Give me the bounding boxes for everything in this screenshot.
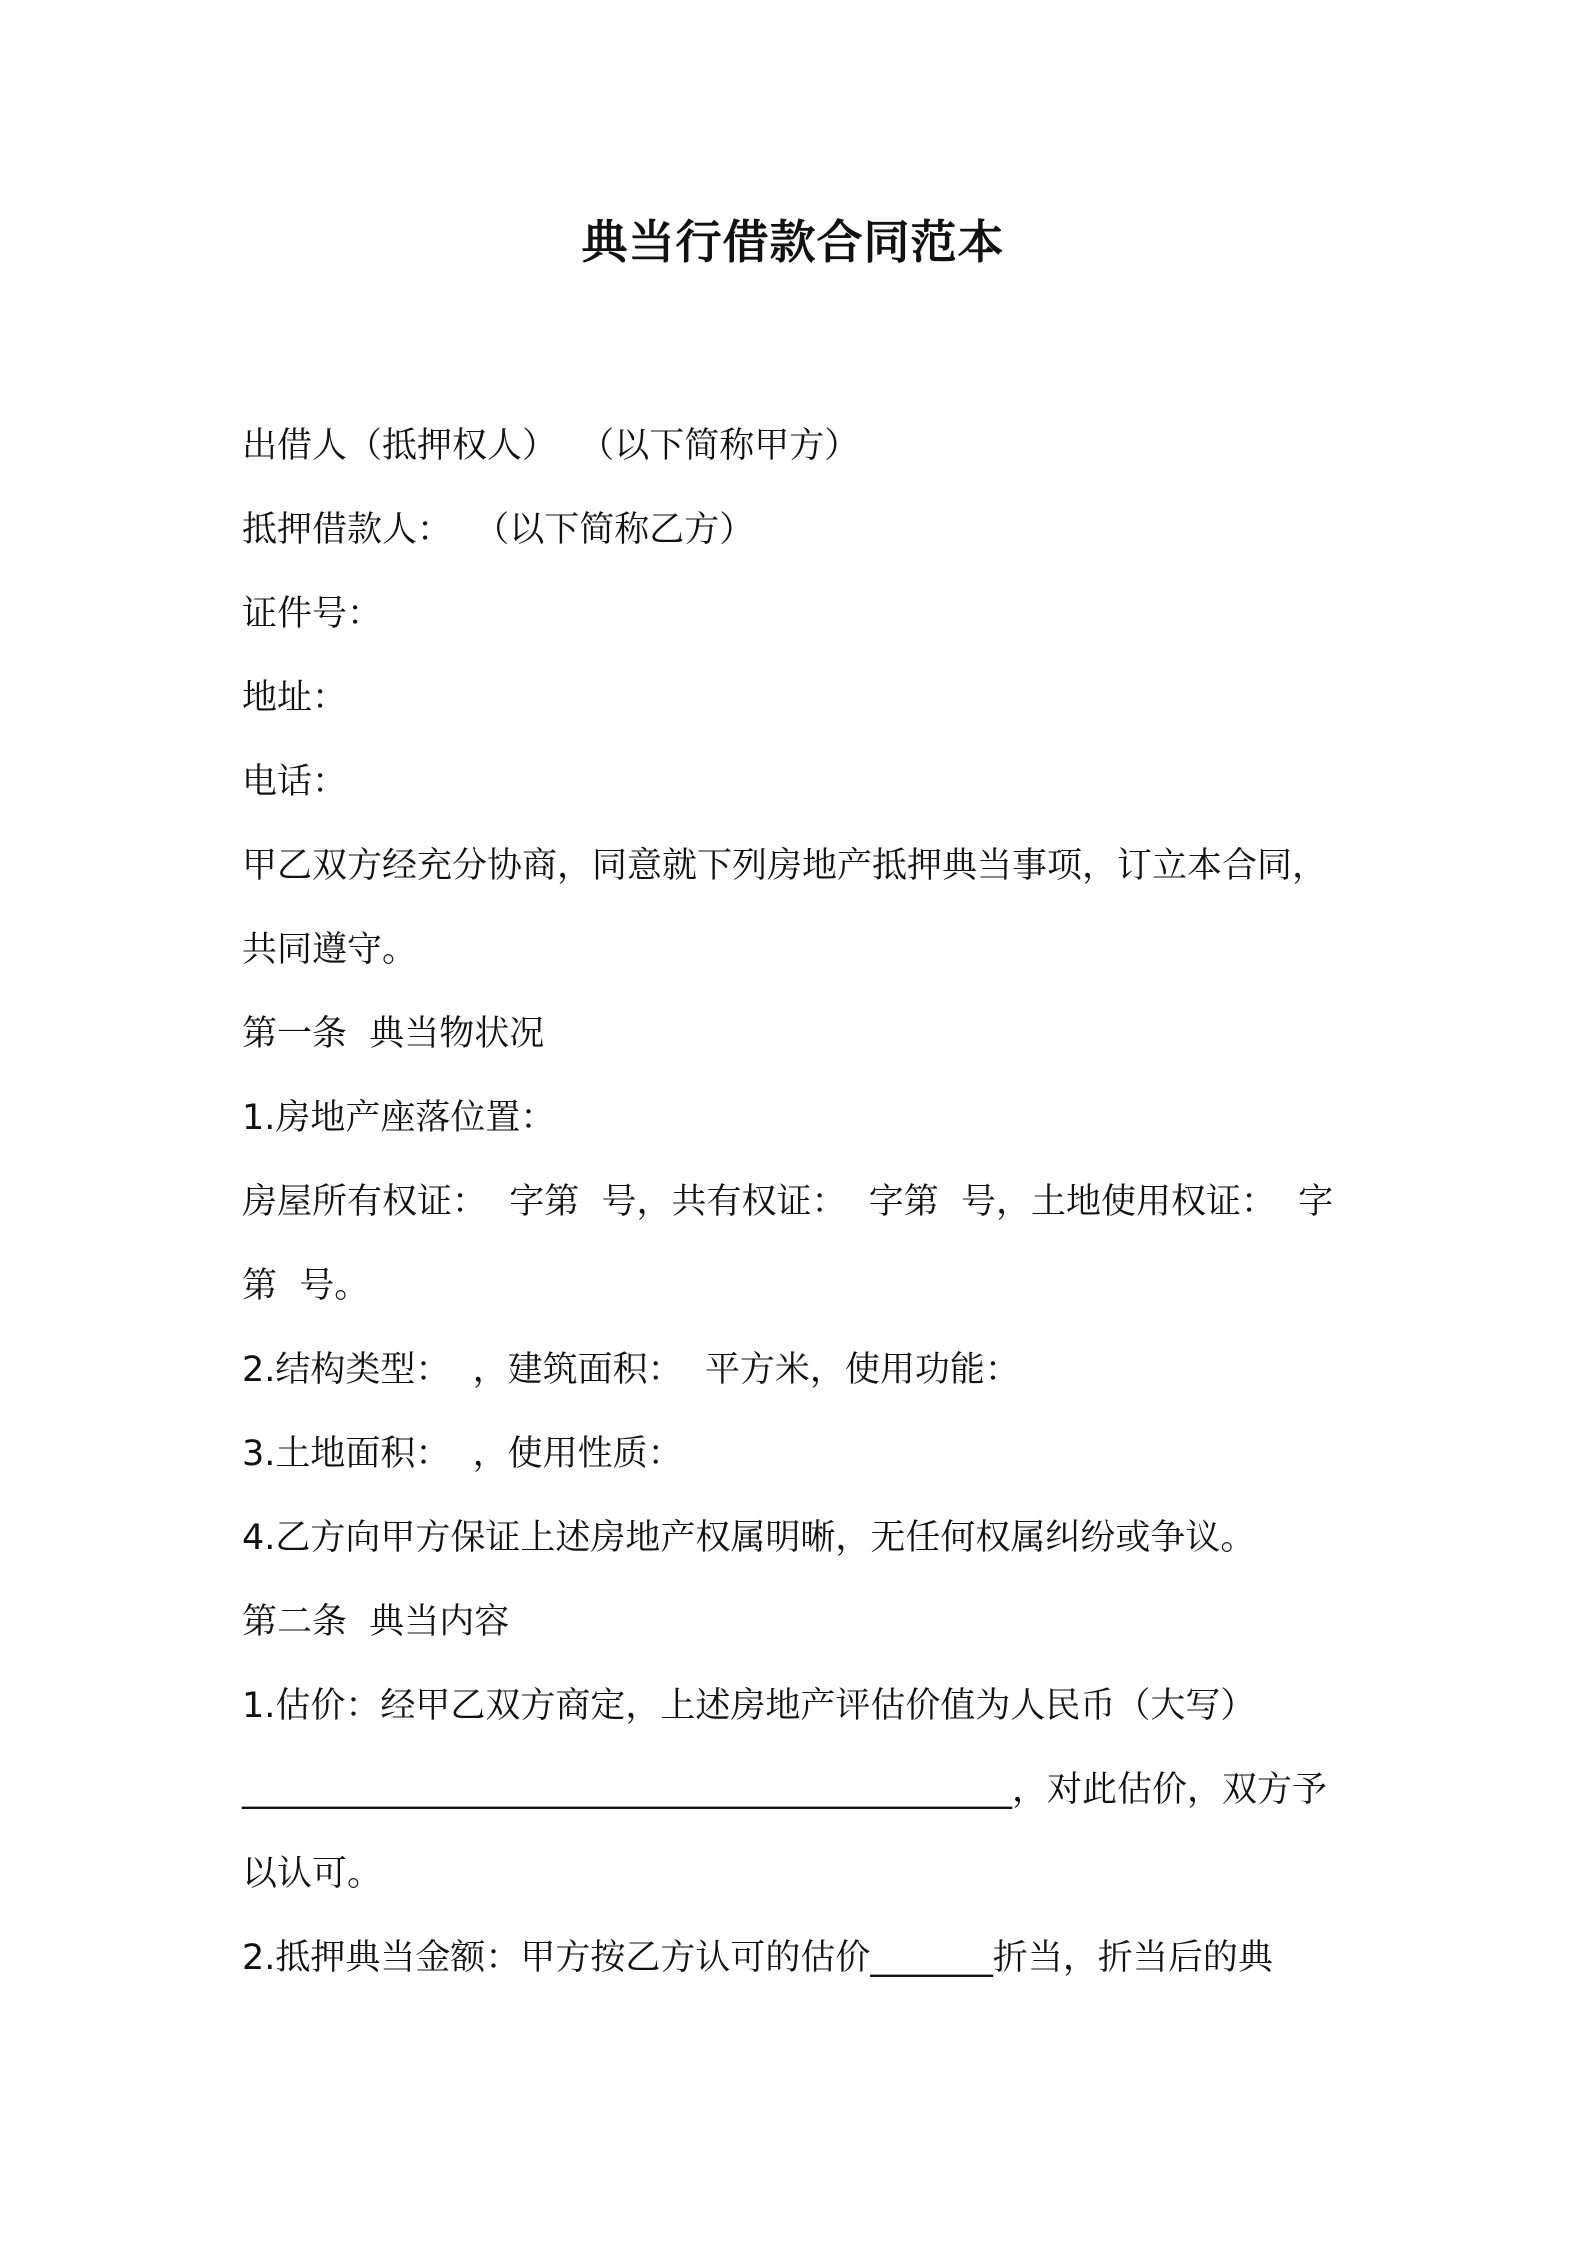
article-1-heading: 第一条 典当物状况 xyxy=(242,1014,545,1054)
document-title: 典当行借款合同范本 xyxy=(581,215,1005,269)
article-2-item-1-line-3: 以认可。 xyxy=(242,1854,383,1894)
article-2-item-2-line-1: 2.抵押典当金额：甲方按乙方认可的估价_______折当，折当后的典 xyxy=(242,1938,1273,1978)
article-2-heading: 第二条 典当内容 xyxy=(242,1602,510,1642)
party-a-line: 出借人（抵押权人） （以下简称甲方） xyxy=(242,426,860,466)
document-body xyxy=(242,404,1360,2000)
address-line: 地址： xyxy=(242,678,348,718)
article-1-item-2: 2.结构类型： ，建筑面积： 平方米，使用功能： xyxy=(242,1350,1020,1390)
certificate-line-1: 房屋所有权证： 字第 号，共有权证： 字第 号，土地使用权证： 字 xyxy=(242,1182,1334,1222)
article-1-item-4: 4.乙方向甲方保证上述房地产权属明晰，无任何权属纠纷或争议。 xyxy=(242,1518,1256,1558)
id-number-line: 证件号： xyxy=(242,594,383,634)
preamble-line-1: 甲乙双方经充分协商，同意就下列房地产抵押典当事项，订立本合同， xyxy=(242,846,1328,886)
article-2-item-1-line-1: 1.估价：经甲乙双方商定，上述房地产评估价值为人民币（大写） xyxy=(242,1686,1256,1726)
article-1-item-3: 3.土地面积： ，使用性质： xyxy=(242,1434,683,1474)
preamble-line-2: 共同遵守。 xyxy=(242,930,418,970)
phone-line: 电话： xyxy=(242,762,348,802)
party-b-line: 抵押借款人： （以下简称乙方） xyxy=(242,510,755,550)
certificate-line-2: 第 号。 xyxy=(242,1266,370,1306)
article-1-item-1: 1.房地产座落位置： xyxy=(242,1098,556,1138)
article-2-item-1-line-2: ____________________________________________，对此估价，双方予 xyxy=(242,1770,1328,1810)
